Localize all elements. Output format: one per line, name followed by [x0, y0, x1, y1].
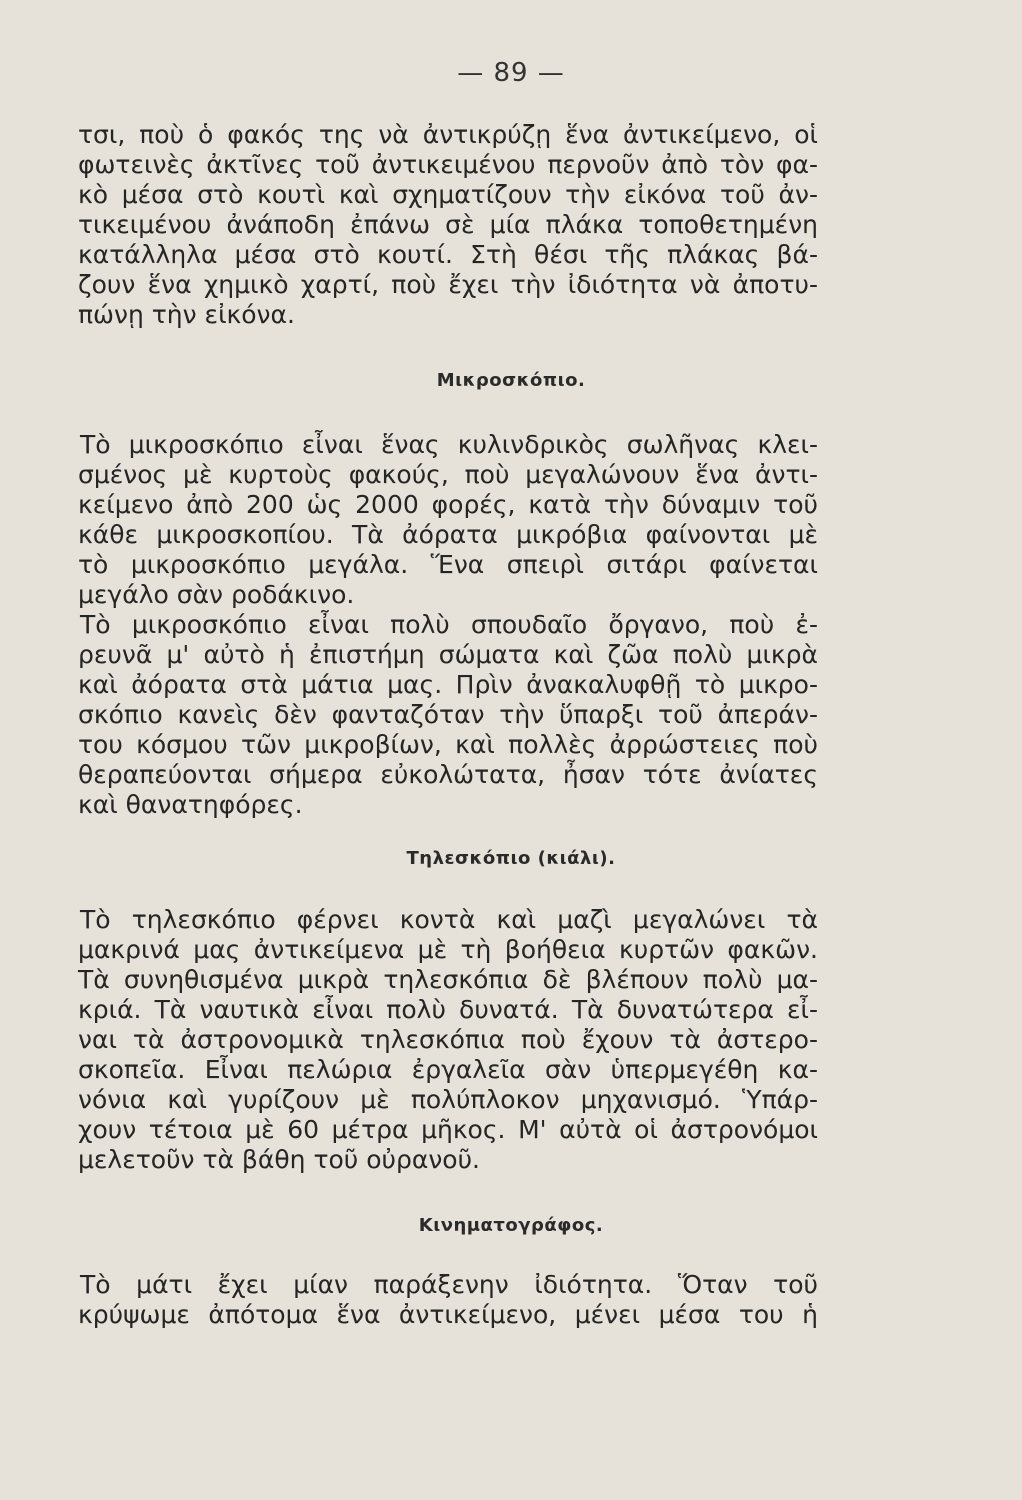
- text-line: του κόσμου τῶν μικροβίων, καὶ πολλὲς ἀρρώστειες ποὺ: [78, 730, 818, 759]
- text-line: καὶ θανατηφόρες.: [78, 790, 303, 819]
- text-line: ρευνᾶ μ' αὐτὸ ἡ ἐπιστήμη σώματα καὶ ζῶα πολὺ μικρὰ: [78, 640, 818, 669]
- section-heading-microscope: Μικροσκόπιο.: [436, 370, 586, 391]
- section-heading-cinematograph: Κινηματογράφος.: [418, 1215, 604, 1236]
- text-line: τικειμένου ἀνάποδη ἐπάνω σὲ μία πλάκα τοποθετημένη: [78, 210, 818, 239]
- text-line: φωτεινὲς ἀκτῖνες τοῦ ἀντικειμένου περνοῦν ἀπὸ τὸν φα-: [78, 150, 818, 179]
- text-line: σκοπεῖα. Εἶναι πελώρια ἐργαλεῖα σὰν ὑπερμεγέθη κα-: [78, 1055, 818, 1084]
- section-telescope-text: [78, 905, 818, 1175]
- text-line: θεραπεύονται σήμερα εὐκολώτατα, ἦσαν τότε ἀνίατες: [78, 760, 818, 789]
- text-line: σμένος μὲ κυρτοὺς φακούς, ποὺ μεγαλώνουν ἕνα ἀντι-: [78, 460, 818, 489]
- text-line: ναι τὰ ἀστρονομικὰ τηλεσκόπια ποὺ ἔχουν τὰ ἀστερο-: [78, 1025, 818, 1054]
- paragraph-camera-continuation: [78, 120, 818, 330]
- text-line: τὸ μικροσκόπιο μεγάλα. Ἕνα σπειρὶ σιτάρι φαίνεται: [78, 550, 818, 579]
- text-line: πώνῃ τὴν εἰκόνα.: [78, 300, 295, 329]
- text-line: κάθε μικροσκοπίου. Τὰ ἀόρατα μικρόβια φαίνονται μὲ: [78, 520, 818, 549]
- page-number: — 89 —: [457, 58, 565, 88]
- text-line: Τὸ μικροσκόπιο εἶναι ἕνας κυλινδρικὸς σωλῆνας κλει-: [80, 430, 818, 459]
- text-line: μεγάλο σὰν ροδάκινο.: [78, 580, 355, 609]
- text-line: μελετοῦν τὰ βάθη τοῦ οὐρανοῦ.: [78, 1145, 480, 1174]
- text-line: κρύψωμε ἀπότομα ἕνα ἀντικείμενο, μένει μέσα του ἡ: [78, 1300, 818, 1329]
- section-cinematograph-text: [78, 1270, 818, 1330]
- section-microscope-text: [78, 430, 818, 820]
- text-line: χουν τέτοια μὲ 60 μέτρα μῆκος. Μ' αὐτὰ οἱ ἀστρονόμοι: [78, 1115, 818, 1144]
- text-line: Τὸ μάτι ἔχει μίαν παράξενην ἰδιότητα. Ὅταν τοῦ: [80, 1270, 818, 1299]
- text-line: κατάλληλα μέσα στὸ κουτί. Στὴ θέσι τῆς πλάκας βά-: [78, 240, 818, 269]
- text-line: Τὸ τηλεσκόπιο φέρνει κοντὰ καὶ μαζὶ μεγαλώνει τὰ: [80, 905, 818, 934]
- section-heading-telescope: Τηλεσκόπιο (κιάλι).: [406, 848, 616, 869]
- text-line: νόνια καὶ γυρίζουν μὲ πολύπλοκον μηχανισμό. Ὑπάρ-: [78, 1085, 818, 1114]
- text-line: κριά. Τὰ ναυτικὰ εἶναι πολὺ δυνατά. Τὰ δυνατώτερα εἶ-: [78, 995, 818, 1024]
- text-line: Τὰ συνηθισμένα μικρὰ τηλεσκόπια δὲ βλέπουν πολὺ μα-: [78, 965, 818, 994]
- text-line: κείμενο ἀπὸ 200 ὡς 2000 φορές, κατὰ τὴν δύναμιν τοῦ: [78, 490, 818, 519]
- text-line: καὶ ἀόρατα στὰ μάτια μας. Πρὶν ἀνακαλυφθῇ τὸ μικρο-: [78, 670, 818, 699]
- text-line: ζουν ἕνα χημικὸ χαρτί, ποὺ ἔχει τὴν ἰδιότητα νὰ ἀποτυ-: [78, 270, 818, 299]
- text-line: Τὸ μικροσκόπιο εἶναι πολὺ σπουδαῖο ὄργανο, ποὺ ἐ-: [80, 610, 818, 639]
- text-line: κὸ μέσα στὸ κουτὶ καὶ σχηματίζουν τὴν εἰκόνα τοῦ ἀν-: [78, 180, 818, 209]
- text-line: σκόπιο κανεὶς δὲν φανταζόταν τὴν ὕπαρξι τοῦ ἀπεράν-: [78, 700, 818, 729]
- text-line: τσι, ποὺ ὁ φακός της νὰ ἀντικρύζῃ ἕνα ἀντικείμενο, οἱ: [78, 120, 818, 149]
- text-line: μακρινά μας ἀντικείμενα μὲ τὴ βοήθεια κυρτῶν φακῶν.: [78, 935, 818, 964]
